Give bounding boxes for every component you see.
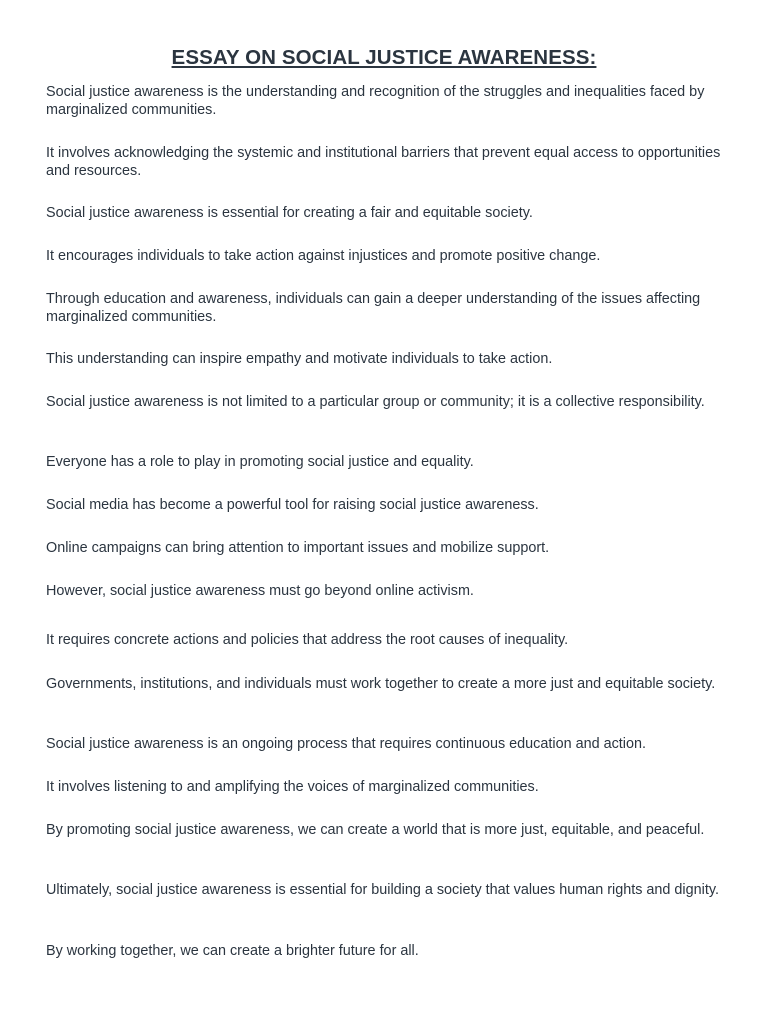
paragraph: By promoting social justice awareness, we can create a world that is more just, equitable, and peaceful. [46,822,705,838]
document-title: ESSAY ON SOCIAL JUSTICE AWARENESS: [171,46,597,69]
paragraph: By working together, we can create a brighter future for all. [46,943,419,959]
paragraph: It encourages individuals to take action against injustices and promote positive change. [46,248,601,264]
paragraph: It involves acknowledging the systemic and institutional barriers that prevent equal access to opportunities and resources. [46,145,721,179]
paragraph: Social justice awareness is the understanding and recognition of the struggles and inequalities faced by marginalized communities. [46,84,705,118]
paragraph: Ultimately, social justice awareness is essential for building a society that values human rights and dignity. [46,882,719,898]
paragraph: It involves listening to and amplifying the voices of marginalized communities. [46,779,539,795]
paragraph: Social justice awareness is essential for creating a fair and equitable society. [46,205,533,221]
paragraph: Through education and awareness, individuals can gain a deeper understanding of the issues affecting marginalized communities. [46,291,701,325]
paragraph: It requires concrete actions and policies that address the root causes of inequality. [46,632,569,648]
paragraph: Online campaigns can bring attention to important issues and mobilize support. [46,540,550,556]
paragraph: Social media has become a powerful tool for raising social justice awareness. [46,497,539,513]
paragraph: Everyone has a role to play in promoting social justice and equality. [46,454,474,470]
paragraph: This understanding can inspire empathy and motivate individuals to take action. [46,351,553,367]
paragraph: However, social justice awareness must go beyond online activism. [46,583,474,599]
paragraph: Governments, institutions, and individuals must work together to create a more just and equitable society. [46,676,716,692]
paragraph: Social justice awareness is an ongoing process that requires continuous education and action. [46,736,646,752]
paragraph: Social justice awareness is not limited to a particular group or community; it is a collective responsibility. [46,394,705,410]
